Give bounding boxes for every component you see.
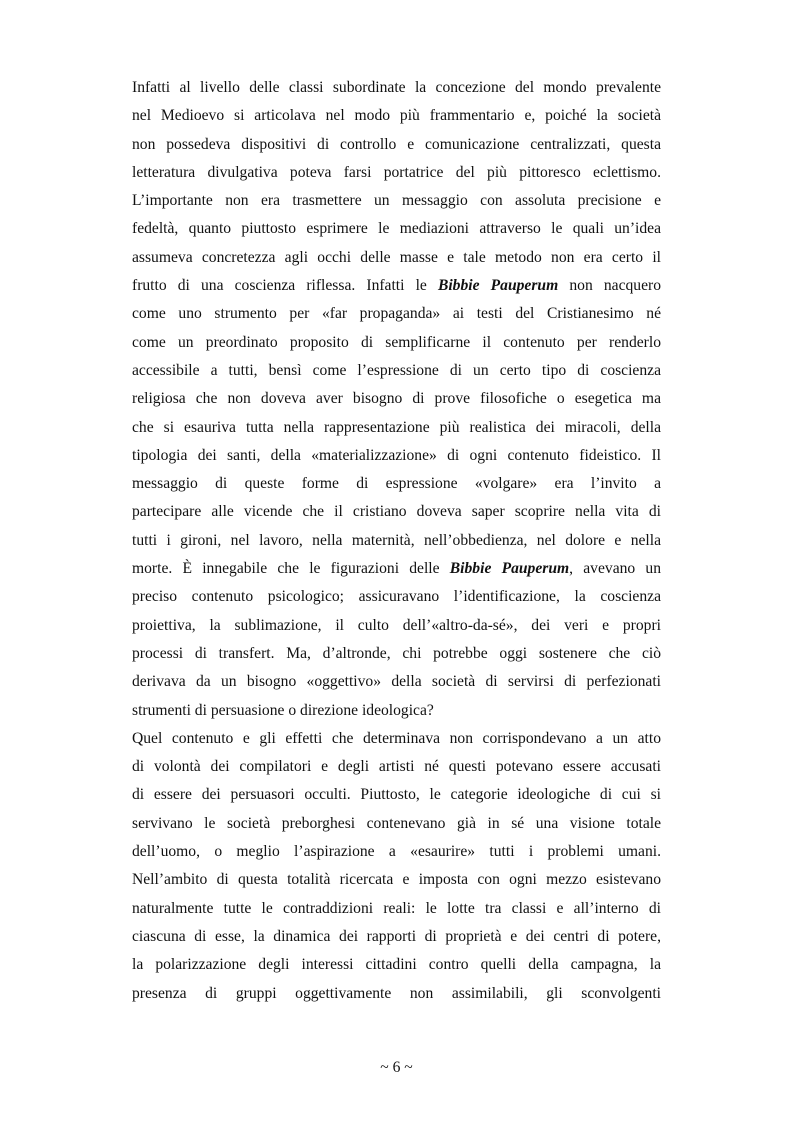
- text-segment: derivava da un bisogno «oggettivo» della società di servirsi di perfezionati: [132, 673, 661, 691]
- text-segment: frutto di una coscienza riflessa. Infatti le: [132, 277, 438, 295]
- text-segment: tutti i gironi, nel lavoro, nella maternità, nell’obbedienza, nel dolore e nella: [132, 531, 661, 549]
- text-segment: la polarizzazione degli interessi cittadini contro quelli della campagna, la: [132, 956, 661, 974]
- text-segment: servivano le società preborghesi contenevano già in sé una visione totale: [132, 814, 661, 832]
- text-line: [132, 187, 661, 215]
- text-segment: non possedeva dispositivi di controllo e comunicazione centralizzati, questa: [132, 135, 661, 153]
- text-line: [132, 385, 661, 413]
- document-body: [132, 74, 661, 1008]
- text-segment: come uno strumento per «far propaganda» ai testi del Cristianesimo né: [132, 305, 661, 323]
- text-line: [132, 810, 661, 838]
- text-segment: letteratura divulgativa poteva farsi portatrice del più pittoresco eclettismo.: [132, 163, 661, 181]
- page-number: ~ 6 ~: [380, 1059, 413, 1076]
- text-line: [132, 838, 661, 866]
- text-segment: strumenti di persuasione o direzione ideologica?: [132, 701, 434, 719]
- text-line: [132, 215, 661, 243]
- text-segment: messaggio di queste forme di espressione «volgare» era l’invito a: [132, 475, 661, 493]
- text-segment: nel Medioevo si articolava nel modo più frammentario e, poiché la società: [132, 107, 661, 125]
- text-line: [132, 895, 661, 923]
- text-segment: dell’uomo, o meglio l’aspirazione a «esaurire» tutti i problemi umani.: [132, 843, 661, 861]
- work-title: Bibbie Pauperum: [449, 560, 570, 578]
- text-line: [132, 612, 661, 640]
- paragraph: [132, 74, 661, 725]
- text-segment: Infatti al livello delle classi subordinate la concezione del mondo prevalente: [132, 79, 661, 96]
- text-segment: Nell’ambito di questa totalità ricercata e imposta con ogni mezzo esistevano: [132, 871, 661, 889]
- text-segment: ciascuna di esse, la dinamica dei rapporti di proprietà e dei centri di potere,: [132, 927, 661, 945]
- text-line: [132, 781, 661, 809]
- text-segment: di essere dei persuasori occulti. Piuttosto, le categorie ideologiche di cui si: [132, 786, 661, 804]
- text-segment: proiettiva, la sublimazione, il culto dell’«altro-da-sé», dei veri e propri: [132, 616, 661, 634]
- text-line: [132, 668, 661, 696]
- text-segment: tipologia dei santi, della «materializzazione» di ogni contenuto fideistico. Il: [132, 446, 661, 464]
- text-line: [132, 272, 661, 300]
- text-line: [132, 866, 661, 894]
- text-line: [132, 527, 661, 555]
- text-segment: partecipare alle vicende che il cristiano doveva saper scoprire nella vita di: [132, 503, 661, 521]
- text-segment: fedeltà, quanto piuttosto esprimere le mediazioni attraverso le quali un’idea: [132, 220, 661, 238]
- text-line: [132, 131, 661, 159]
- text-line: [132, 442, 661, 470]
- text-line: [132, 159, 661, 187]
- text-line: [132, 923, 661, 951]
- text-segment: , avevano un: [569, 560, 661, 578]
- text-line: [132, 697, 661, 725]
- paragraph: [132, 725, 661, 1008]
- text-segment: processi di transfert. Ma, d’altronde, chi potrebbe oggi sostenere che ciò: [132, 644, 661, 662]
- text-segment: L’importante non era trasmettere un messaggio con assoluta precisione e: [132, 192, 661, 210]
- text-line: [132, 980, 661, 1008]
- text-segment: preciso contenuto psicologico; assicuravano l’identificazione, la coscienza: [132, 588, 661, 606]
- text-segment: come un preordinato proposito di semplificarne il contenuto per renderlo: [132, 333, 661, 351]
- text-segment: accessibile a tutti, bensì come l’espressione di un certo tipo di coscienza: [132, 361, 661, 379]
- text-line: [132, 498, 661, 526]
- text-line: [132, 102, 661, 130]
- text-line: [132, 74, 661, 102]
- text-line: [132, 555, 661, 583]
- text-segment: che si esauriva tutta nella rappresentazione più realistica dei miracoli, della: [132, 418, 661, 436]
- text-line: [132, 470, 661, 498]
- text-line: [132, 300, 661, 328]
- text-line: [132, 244, 661, 272]
- text-line: [132, 583, 661, 611]
- text-segment: presenza di gruppi oggettivamente non assimilabili, gli sconvolgenti: [132, 984, 661, 1002]
- text-line: [132, 753, 661, 781]
- text-line: [132, 357, 661, 385]
- text-line: [132, 951, 661, 979]
- work-title: Bibbie Pauperum: [437, 277, 559, 295]
- text-segment: Quel contenuto e gli effetti che determinava non corrispondevano a un atto: [132, 729, 661, 747]
- text-line: [132, 640, 661, 668]
- text-segment: di volontà dei compilatori e degli artisti né questi potevano essere accusati: [132, 758, 661, 776]
- text-line: [132, 725, 661, 753]
- text-segment: morte. È innegabile che le figurazioni delle: [132, 560, 450, 578]
- text-segment: naturalmente tutte le contraddizioni reali: le lotte tra classi e all’interno di: [132, 899, 661, 917]
- text-line: [132, 329, 661, 357]
- text-line: [132, 414, 661, 442]
- text-segment: non nacquero: [558, 277, 661, 295]
- text-segment: assumeva concretezza agli occhi delle masse e tale metodo non era certo il: [132, 248, 661, 266]
- text-segment: religiosa che non doveva aver bisogno di prove filosofiche o esegetica ma: [132, 390, 661, 408]
